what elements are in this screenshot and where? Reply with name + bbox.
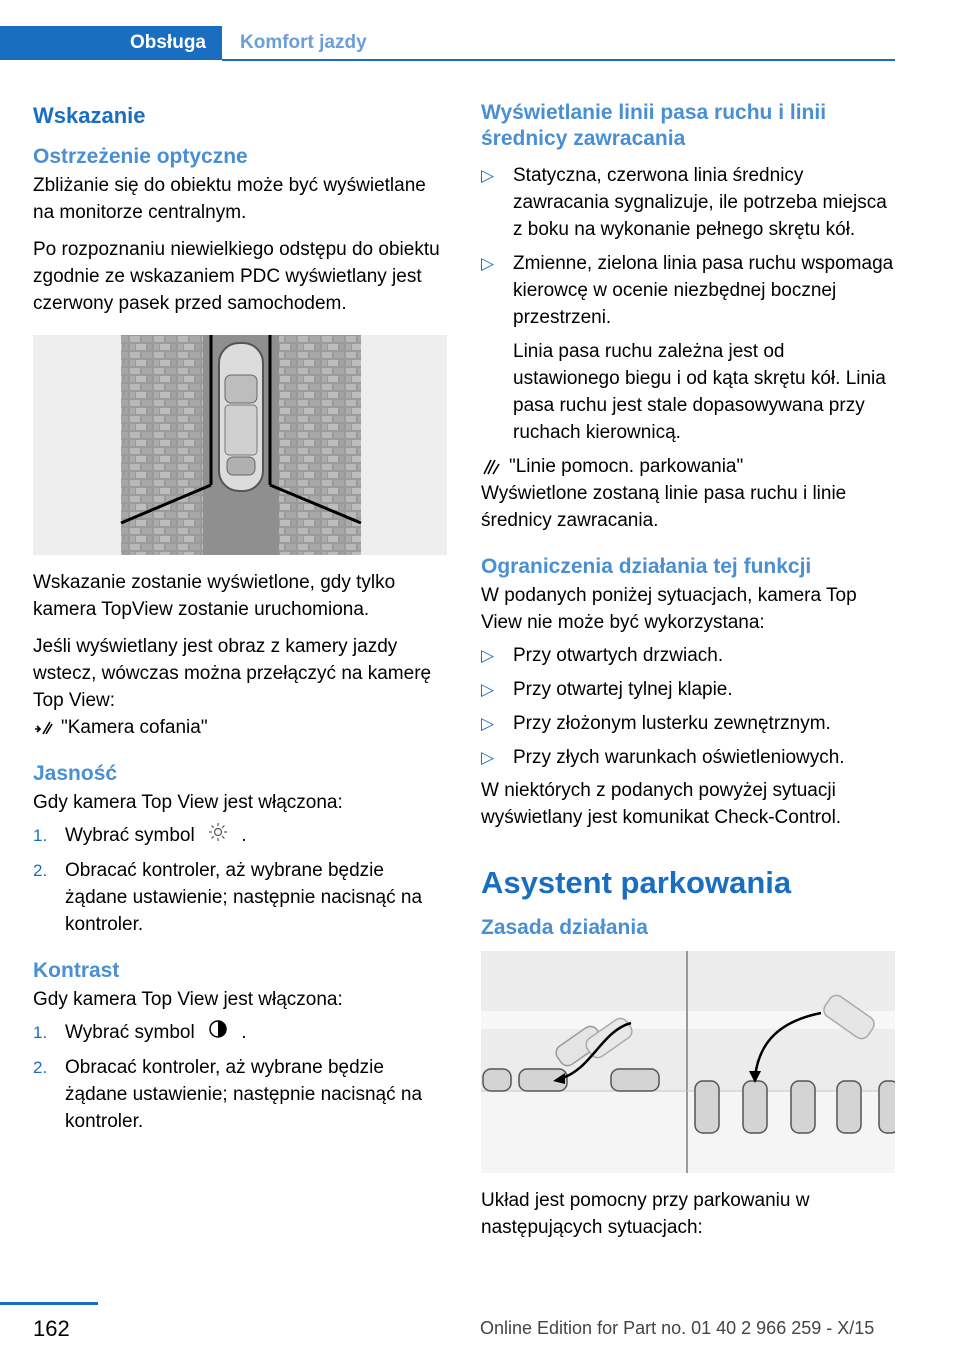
paragraph: Jeśli wyświetlany jest obraz z kamery jazdy wstecz, wówczas można przełączyć na kamerę Top View: — [33, 636, 432, 711]
parking-assistant-illustration — [481, 951, 895, 1173]
paragraph: Wskazanie zostanie wyświetlone, gdy tylko kamera TopView zostanie uruchomiona. — [33, 572, 396, 620]
paragraph: Zbliżanie się do obiektu może być wyświetlane na monitorze centralnym. — [33, 175, 426, 223]
chapter-header — [0, 26, 895, 62]
rear-camera-icon — [33, 719, 61, 737]
paragraph: W podanych poniżej sytuacjach, kamera Top View nie może być wykorzystana: — [481, 585, 857, 633]
list-item: 2. Obracać kontroler, aż wybrane będzie żądane ustawienie; następnie nacisnąć na kontroler. — [33, 857, 448, 938]
step-number: 1. — [33, 1023, 48, 1042]
topview-car-image — [33, 335, 447, 555]
parking-lines-label: "Linie pomocn. parkowania" — [509, 456, 744, 477]
list-item: ▷ Przy złożonym lusterku zewnętrznym. — [481, 710, 896, 737]
list-item: 1. Wybrać symbol . — [33, 1019, 448, 1047]
list-item: ▷ Zmienne, zielona linia pasa ruchu wspomaga kierowcę w ocenie niezbędnej bocznej przestrzeni. Linia pasa ruchu zależna jest od ustawionego biegu i od kąta skrętu kół. Linia pasa ruchu jest stale dopasowywana przy ruchach kierownicą. — [481, 250, 896, 446]
triangle-bullet-icon: ▷ — [481, 646, 495, 665]
jasnosc-steps — [33, 822, 448, 938]
list-item: ▷ Przy otwartej tylnej klapie. — [481, 676, 896, 703]
heading-ostrzezenie-optyczne: Ostrzeżenie optyczne — [33, 145, 248, 168]
triangle-bullet-icon: ▷ — [481, 680, 495, 699]
parking-lines-icon — [481, 458, 509, 476]
paragraph: W niektórych z podanych powyżej sytuacji wyświetlany jest komunikat Check-Control. — [481, 780, 842, 828]
right-column — [481, 100, 896, 1241]
paragraph: Układ jest pomocny przy parkowaniu w następujących sytuacjach: — [481, 1190, 810, 1238]
parking-lines-menu-line — [481, 453, 896, 480]
list-item: ▷ Statyczna, czerwona linia średnicy zawracania sygnalizuje, ile potrzeba miejsca z boku na wykonanie pełnego skrętu kół. — [481, 162, 896, 243]
heading-kontrast: Kontrast — [33, 959, 120, 982]
triangle-bullet-icon: ▷ — [481, 166, 495, 185]
footer-divider — [0, 1302, 98, 1305]
heading-asystent-parkowania: Asystent parkowania — [481, 865, 792, 900]
paragraph: Gdy kamera Top View jest włączona: — [33, 989, 343, 1010]
brightness-icon — [208, 822, 228, 850]
heading-zasada-dzialania: Zasada działania — [481, 916, 648, 939]
heading-wyswietlanie-linii: Wyświetlanie linii pasa ruchu i linii średnicy zawracania — [481, 101, 827, 150]
tab-komfort-jazdy[interactable]: Komfort jazdy — [240, 32, 367, 53]
paragraph: Po rozpoznaniu niewielkiego odstępu do obiektu zgodnie ze wskazaniem PDC wyświetlany jest czerwony pasek przed samochodem. — [33, 239, 440, 314]
page-number: 162 — [33, 1316, 70, 1341]
lines-list — [481, 162, 896, 446]
contrast-icon — [208, 1019, 228, 1047]
step-number: 2. — [33, 861, 48, 880]
tab-obsluga[interactable]: Obsługa — [0, 26, 222, 60]
paragraph: Gdy kamera Top View jest włączona: — [33, 792, 343, 813]
step-number: 1. — [33, 826, 48, 845]
triangle-bullet-icon: ▷ — [481, 748, 495, 767]
heading-wskazanie: Wskazanie — [33, 103, 146, 128]
edition-note: Online Edition for Part no. 01 40 2 966 259 - X/15 — [480, 1318, 875, 1338]
parking-image — [481, 951, 895, 1173]
topview-car-illustration — [33, 335, 447, 555]
limitations-list — [481, 642, 896, 771]
list-item: 1. Wybrać symbol . — [33, 822, 448, 850]
header-divider — [222, 59, 895, 61]
heading-ograniczenia: Ograniczenia działania tej funkcji — [481, 555, 812, 578]
kontrast-steps — [33, 1019, 448, 1135]
triangle-bullet-icon: ▷ — [481, 714, 495, 733]
paragraph: Wyświetlone zostaną linie pasa ruchu i linie średnicy zawracania. — [481, 483, 847, 531]
camera-menu-line — [33, 714, 448, 741]
triangle-bullet-icon: ▷ — [481, 254, 495, 273]
heading-jasnosc: Jasność — [33, 762, 118, 785]
camera-menu-label: "Kamera cofania" — [61, 717, 208, 738]
list-item: 2. Obracać kontroler, aż wybrane będzie żądane ustawienie; następnie nacisnąć na kontroler. — [33, 1054, 448, 1135]
list-item: ▷ Przy otwartych drzwiach. — [481, 642, 896, 669]
list-item: ▷ Przy złych warunkach oświetleniowych. — [481, 744, 896, 771]
step-number: 2. — [33, 1058, 48, 1077]
left-column — [33, 100, 448, 1135]
